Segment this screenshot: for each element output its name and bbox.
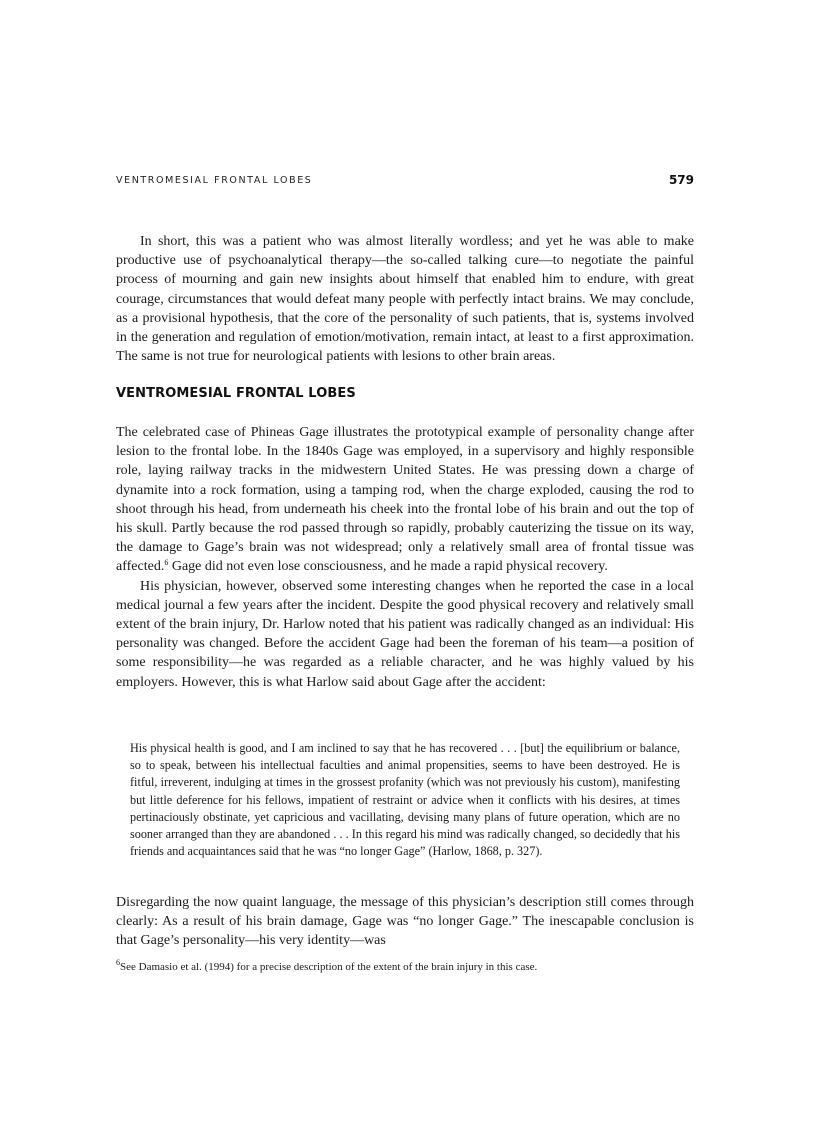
- footnote-text: See Damasio et al. (1994) for a precise description of the extent of the brain injury in this case.: [120, 961, 538, 973]
- intro-section: [116, 232, 694, 366]
- section-heading: VENTROMESIAL FRONTAL LOBES: [116, 386, 356, 401]
- gage-paragraph-text: The celebrated case of Phineas Gage illustrates the prototypical example of personality change after lesion to the frontal lobe. In the 1840s Gage was employed, in a supervisory and highly responsible role, laying railway tracks in the midwestern United States. He was pressing down a charge of dynamite into a rock formation, using a tamping rod, when the charge exploded, causing the rod to shoot through his head, from underneath his cheek into the frontal lobe of his brain and out the top of his skull. Partly because the rod passed through so rapidly, probably cauterizing the tissue on its way, the damage to Gage’s brain was not widespread; only a relatively small area of frontal tissue was affected.: [116, 425, 694, 575]
- closing-section: [116, 893, 694, 951]
- closing-paragraph: Disregarding the now quaint language, the message of this physician’s description still comes through clearly: As a result of his brain damage, Gage was “no longer Gage.” The inescapable conclusion is that Gage’s personality—his very identity—was: [116, 895, 694, 949]
- physician-paragraph: His physician, however, observed some interesting changes when he reported the case in a local medical journal a few years after the incident. Despite the good physical recovery and relatively small extent of the brain injury, Dr. Harlow noted that his patient was radically changed as an individual: His personality was changed. Before the accident Gage had been the foreman of his team—a position of some responsibility—he was regarded as a reliable character, and he was highly valued by his employers. However, this is what Harlow said about Gage after the accident:: [116, 578, 694, 690]
- gage-paragraph: [116, 423, 694, 577]
- page-number: 579: [668, 173, 694, 187]
- running-title: VENTROMESIAL FRONTAL LOBES: [116, 175, 313, 186]
- footnote-marker: 6: [116, 958, 120, 967]
- gage-paragraph-text-continued: Gage did not even lose consciousness, and he made a rapid physical recovery.: [168, 559, 608, 575]
- main-section: [116, 423, 694, 692]
- footnote-reference: 6: [164, 558, 169, 568]
- block-quote: His physical health is good, and I am inclined to say that he has recovered . . . [but] the equilibrium or balance, so to speak, between his intellectual faculties and animal propensities, seems to have been destroyed. He is fitful, irreverent, indulging at times in the grossest profanity (which was not previously his custom), manifesting but little deference for his fellows, impatient of restraint or advice when it conflicts with his desires, at times pertinaciously obstinate, yet capricious and vacillating, devising many plans of future operation, which are no sooner arranged than they are abandoned . . . In this regard his mind was radically changed, so decidedly that his friends and acquaintances said that he was “no longer Gage” (Harlow, 1868, p. 327).: [130, 741, 680, 859]
- footnote: [116, 960, 694, 975]
- running-head: [116, 175, 694, 191]
- intro-paragraph: In short, this was a patient who was almost literally wordless; and yet he was able to make productive use of psychoanalytical therapy—the so-called talking cure—to negotiate the painful process of mourning and gain new insights about himself that enabled him to endure, with great courage, circumstances that would defeat many people with perfectly intact brains. We may conclude, as a provisional hypothesis, that the core of the personality of such patients, that is, systems involved in the generation and regulation of emotion/motivation, remain intact, at least to a first approximation. The same is not true for neurological patients with lesions to other brain areas.: [116, 234, 694, 365]
